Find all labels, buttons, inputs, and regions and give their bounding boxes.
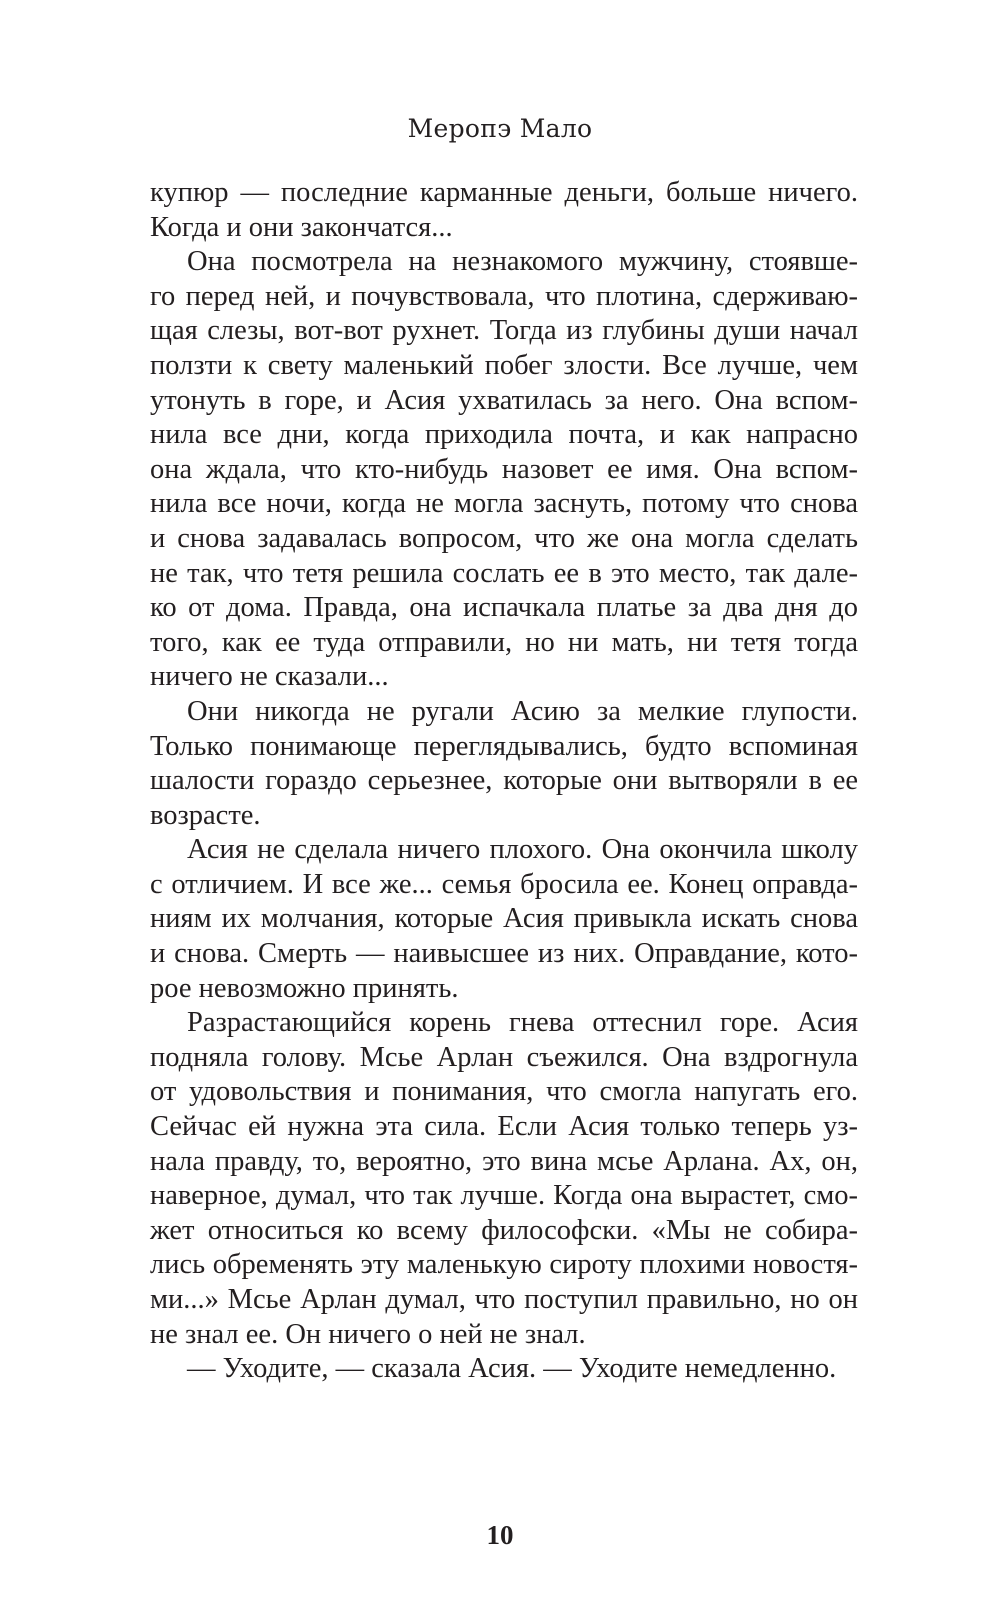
text-line: возрасте.	[150, 799, 261, 831]
paragraph	[150, 833, 858, 1006]
text-line: Она посмотрела на незнакомого мужчину, стоявше-	[187, 246, 858, 278]
page-number: 10	[486, 1520, 514, 1550]
paragraph	[150, 1352, 858, 1387]
paragraph	[150, 176, 858, 245]
text-line: купюр — последние карманные деньги, больше ничего.	[150, 177, 858, 208]
paragraph	[150, 695, 858, 833]
text-line: рое невозможно принять.	[150, 972, 459, 1004]
text-line: утонуть в горе, и Асия ухватилась за него. Она вспом-	[150, 384, 858, 416]
text-line: нала правду, то, вероятно, это вина мсье Арлана. Ах, он,	[150, 1145, 858, 1177]
paragraph	[150, 1006, 858, 1352]
text-line: не знал ее. Он ничего о ней не знал.	[150, 1318, 586, 1350]
text-line: с отличием. И все же... семья бросила ее. Конец оправда-	[150, 868, 858, 900]
text-line: не так, что тетя решила сослать ее в это место, так дале-	[150, 557, 858, 589]
text-line: жет относиться ко всему философски. «Мы не собира-	[150, 1214, 858, 1246]
text-line: ми...» Мсье Арлан думал, что поступил правильно, но он	[150, 1284, 858, 1315]
text-line: лись обременять эту маленькую сироту плохими новостя-	[150, 1249, 858, 1281]
text-line: — Уходите, — сказала Асия. — Уходите немедленно.	[187, 1353, 837, 1385]
text-line: подняла голову. Мсье Арлан съежился. Она вздрогнула	[150, 1041, 858, 1073]
text-line: ничего не сказали...	[150, 661, 389, 693]
text-line: ползти к свету маленький побег злости. Все лучше, чем	[150, 349, 858, 381]
text-line: того, как ее туда отправили, но ни мать, ни тетя тогда	[150, 626, 858, 658]
text-line: нила все ночи, когда не могла заснуть, потому что снова	[150, 488, 858, 520]
text-line: шалости гораздо серьезнее, которые они вытворяли в ее	[150, 765, 858, 797]
running-head-author: Меропэ Мало	[407, 114, 593, 143]
text-line: и снова задавалась вопросом, что же она могла сделать	[150, 522, 858, 554]
text-line: Разрастающийся корень гнева оттеснил горе. Асия	[187, 1007, 858, 1039]
text-line: она ждала, что кто-нибудь назовет ее имя. Она вспом-	[150, 453, 858, 485]
text-line: от удовольствия и понимания, что смогла напугать его.	[150, 1076, 858, 1108]
text-line: Асия не сделала ничего плохого. Она окончила школу	[187, 834, 858, 866]
text-line: Только понимающе переглядывались, будто вспоминая	[150, 730, 858, 762]
text-line: щая слезы, вот-вот рухнет. Тогда из глубины души начал	[150, 315, 858, 347]
text-line: ниям их молчания, которые Асия привыкла искать снова	[150, 903, 858, 935]
paragraph	[150, 245, 858, 695]
text-line: Сейчас ей нужна эта сила. Если Асия только теперь уз-	[150, 1111, 858, 1143]
text-line: нила все дни, когда приходила почта, и как напрасно	[150, 419, 858, 451]
text-line: Они никогда не ругали Асию за мелкие глупости.	[187, 695, 858, 727]
text-line: го перед ней, и почувствовала, что плотина, сдерживаю-	[150, 280, 858, 312]
text-line: ко от дома. Правда, она испачкала платье за два дня до	[150, 592, 858, 624]
text-line: наверное, думал, что так лучше. Когда она вырастет, смо-	[150, 1180, 858, 1212]
body-text	[150, 176, 858, 1387]
text-line: Когда и они закончатся...	[150, 211, 453, 243]
text-line: и снова. Смерть — наивысшее из них. Оправдание, кото-	[150, 938, 858, 970]
